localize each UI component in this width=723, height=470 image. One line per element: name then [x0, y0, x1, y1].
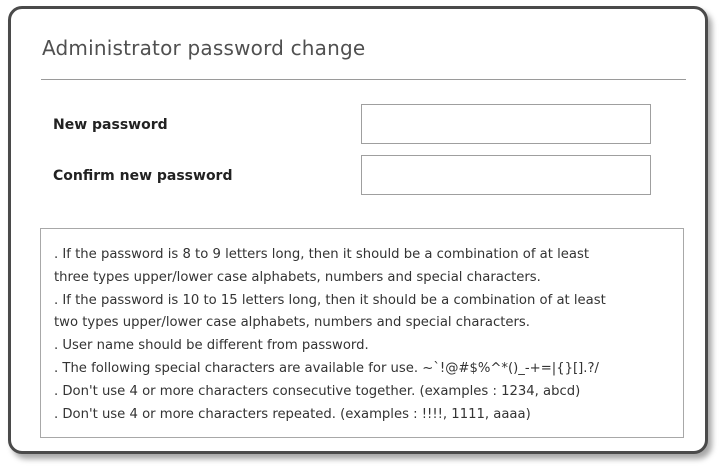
rule-line: two types upper/lower case alphabets, numbers and special characters.: [54, 315, 530, 331]
title-divider: [41, 79, 686, 80]
password-rules-box: [40, 228, 684, 438]
password-change-dialog: [8, 6, 708, 454]
confirm-password-label: Confirm new password: [53, 168, 233, 184]
rule-line: . User name should be different from password.: [54, 338, 369, 354]
rule-line: . Don't use 4 or more characters repeated. (examples : !!!!, 1111, aaaa): [54, 406, 531, 422]
rule-line: three types upper/lower case alphabets, numbers and special characters.: [54, 269, 541, 285]
dialog-title: Administrator password change: [42, 36, 366, 60]
rule-line: . The following special characters are available for use. ~`!@#$%^*()_-+=|{}[].?/: [54, 360, 599, 376]
new-password-input[interactable]: [361, 104, 651, 144]
confirm-password-input[interactable]: [361, 155, 651, 195]
rule-line: . If the password is 10 to 15 letters long, then it should be a combination of at least: [54, 292, 606, 308]
new-password-label: New password: [53, 117, 168, 133]
rule-line: . Don't use 4 or more characters consecutive together. (examples : 1234, abcd): [54, 383, 581, 399]
rule-line: . If the password is 8 to 9 letters long, then it should be a combination of at least: [54, 247, 590, 262]
